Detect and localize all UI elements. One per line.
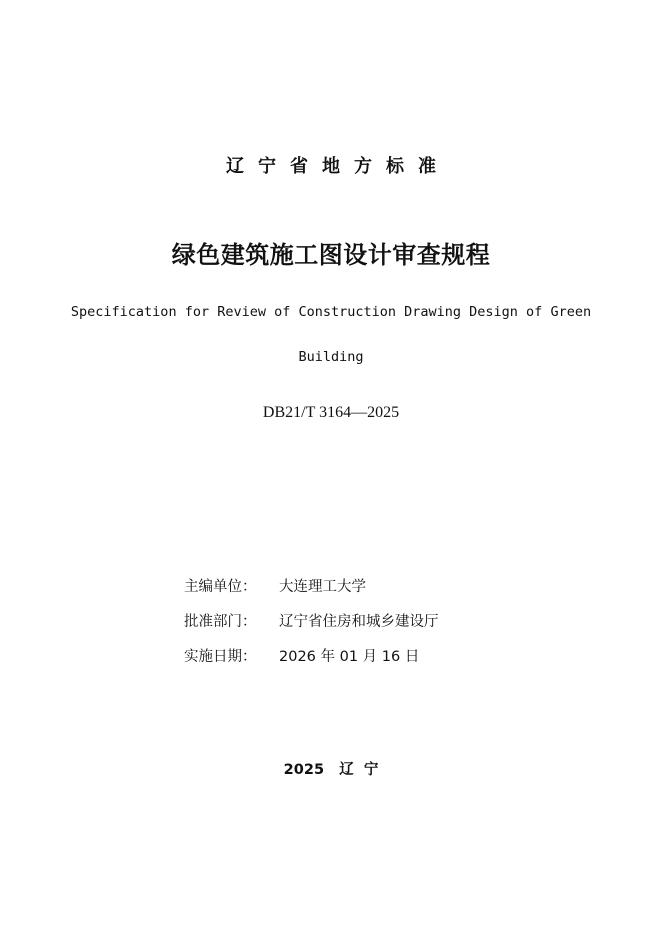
footer-place: 辽 宁 [339, 762, 379, 778]
info-row-effective-date [184, 645, 624, 680]
publication-info [184, 575, 624, 680]
effective-date-label: 实施日期： [184, 649, 257, 665]
info-row-editor [184, 575, 624, 610]
footer-year-place [0, 758, 662, 782]
approver-value: 辽宁省住房和城乡建设厅 [279, 614, 439, 630]
standard-code: DB21/T 3164—2025 [262, 404, 400, 421]
standard-category-heading: 辽宁省地方标准 [226, 156, 450, 177]
info-row-approver [184, 610, 624, 645]
document-title-english: Specification for Review of Construction Drawing Design of Green Building [70, 304, 592, 365]
approver-label: 批准部门： [184, 614, 257, 630]
editor-value: 大连理工大学 [279, 579, 366, 595]
footer-year: 2025 [283, 762, 325, 778]
document-title-chinese: 绿色建筑施工图设计审查规程 [171, 241, 491, 269]
editor-label: 主编单位： [184, 579, 257, 595]
effective-date-value: 2026 年 01 月 16 日 [279, 649, 420, 665]
